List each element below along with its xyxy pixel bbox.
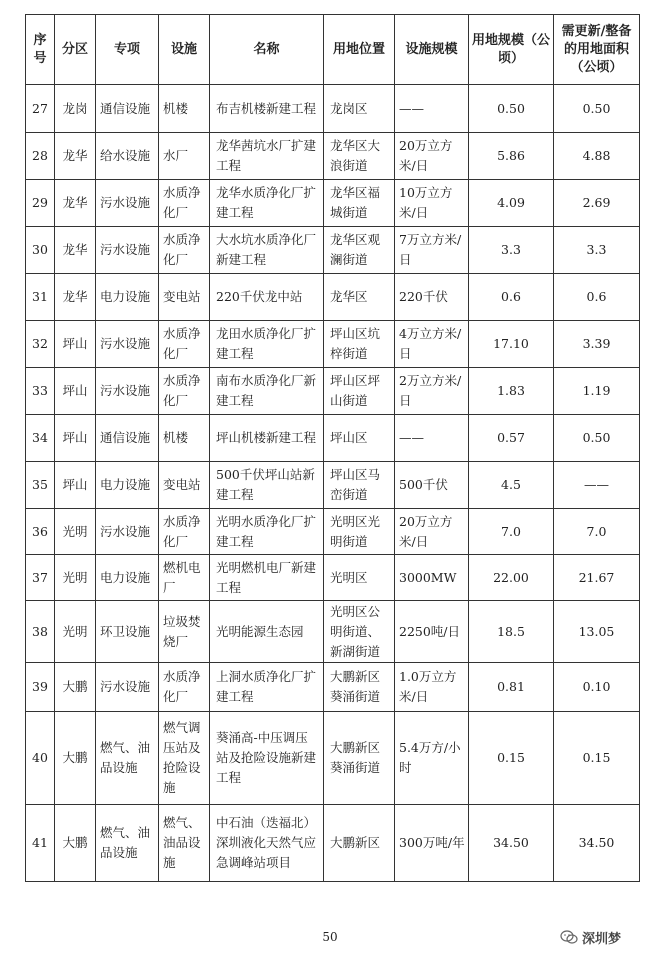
cell-renewal-area: 13.05 [554,601,640,663]
cell-name: 中石油（迭福北）深圳液化天然气应急调峰站项目 [210,805,324,882]
cell-land-area: 0.15 [469,712,554,805]
cell-category: 污水设施 [96,180,159,227]
cell-name: 龙华水质净化厂扩建工程 [210,180,324,227]
cell-category: 污水设施 [96,663,159,712]
watermark [560,928,621,947]
cell-category: 电力设施 [96,274,159,321]
cell-scale: —— [395,85,469,133]
table-row [26,133,640,180]
cell-location: 大鹏新区葵涌街道 [324,663,395,712]
cell-facility: 燃气调压站及抢险设施 [159,712,210,805]
cell-renewal-area: 3.3 [554,227,640,274]
cell-name: 光明燃机电厂新建工程 [210,555,324,601]
cell-scale: 4万立方米/日 [395,321,469,368]
cell-name: 光明水质净化厂扩建工程 [210,509,324,555]
cell-facility: 水质净化厂 [159,227,210,274]
cell-land-area: 0.81 [469,663,554,712]
cell-location: 龙岗区 [324,85,395,133]
cell-land-area: 34.50 [469,805,554,882]
cell-district: 大鹏 [55,805,96,882]
cell-location: 光明区公明街道、新湖街道 [324,601,395,663]
cell-category: 污水设施 [96,509,159,555]
cell-name: 布吉机楼新建工程 [210,85,324,133]
header-cell: 专项 [96,15,159,85]
cell-name: 南布水质净化厂新建工程 [210,368,324,415]
cell-name: 大水坑水质净化厂新建工程 [210,227,324,274]
cell-location: 龙华区大浪街道 [324,133,395,180]
cell-district: 龙华 [55,227,96,274]
table-row [26,712,640,805]
cell-land-area: 5.86 [469,133,554,180]
cell-renewal-area: 4.88 [554,133,640,180]
table-row [26,462,640,509]
cell-scale: 220千伏 [395,274,469,321]
cell-land-area: 0.57 [469,415,554,462]
header-cell: 设施规模 [395,15,469,85]
cell-index: 27 [26,85,55,133]
cell-index: 37 [26,555,55,601]
cell-category: 污水设施 [96,321,159,368]
table-row [26,274,640,321]
cell-index: 38 [26,601,55,663]
cell-location: 坪山区马峦街道 [324,462,395,509]
cell-index: 29 [26,180,55,227]
cell-land-area: 4.09 [469,180,554,227]
cell-land-area: 0.50 [469,85,554,133]
cell-facility: 机楼 [159,85,210,133]
cell-index: 35 [26,462,55,509]
cell-land-area: 0.6 [469,274,554,321]
header-cell: 名称 [210,15,324,85]
cell-district: 龙华 [55,180,96,227]
cell-renewal-area: 7.0 [554,509,640,555]
cell-location: 龙华区福城街道 [324,180,395,227]
cell-scale: 20万立方米/日 [395,133,469,180]
cell-renewal-area: 0.10 [554,663,640,712]
cell-facility: 水质净化厂 [159,509,210,555]
cell-renewal-area: 0.15 [554,712,640,805]
cell-renewal-area: 3.39 [554,321,640,368]
cell-district: 坪山 [55,321,96,368]
cell-land-area: 17.10 [469,321,554,368]
header-row [26,15,640,85]
cell-category: 电力设施 [96,555,159,601]
cell-facility: 水厂 [159,133,210,180]
cell-location: 光明区光明街道 [324,509,395,555]
cell-location: 龙华区观澜街道 [324,227,395,274]
cell-location: 光明区 [324,555,395,601]
cell-renewal-area: 2.69 [554,180,640,227]
cell-scale: 20万立方米/日 [395,509,469,555]
header-cell: 序号 [26,15,55,85]
cell-name: 龙田水质净化厂扩建工程 [210,321,324,368]
cell-index: 36 [26,509,55,555]
cell-scale: —— [395,415,469,462]
cell-renewal-area: 0.50 [554,415,640,462]
cell-renewal-area: 34.50 [554,805,640,882]
table-row [26,321,640,368]
cell-facility: 水质净化厂 [159,663,210,712]
cell-facility: 变电站 [159,274,210,321]
cell-category: 污水设施 [96,368,159,415]
cell-facility: 垃圾焚烧厂 [159,601,210,663]
cell-category: 通信设施 [96,415,159,462]
cell-location: 坪山区坪山街道 [324,368,395,415]
cell-district: 大鹏 [55,712,96,805]
cell-scale: 7万立方米/日 [395,227,469,274]
cell-facility: 燃气、油品设施 [159,805,210,882]
table-row [26,180,640,227]
table-row [26,227,640,274]
cell-name: 葵涌高-中压调压站及抢险设施新建工程 [210,712,324,805]
table-row [26,663,640,712]
header-cell: 用地规模（公顷） [469,15,554,85]
cell-district: 坪山 [55,462,96,509]
cell-district: 光明 [55,601,96,663]
cell-district: 龙岗 [55,85,96,133]
watermark-text: 深圳梦 [582,932,622,947]
cell-scale: 2250吨/日 [395,601,469,663]
cell-scale: 3000MW [395,555,469,601]
cell-category: 给水设施 [96,133,159,180]
header-cell: 设施 [159,15,210,85]
cell-land-area: 7.0 [469,509,554,555]
wechat-icon [560,930,578,945]
cell-index: 32 [26,321,55,368]
cell-name: 龙华茜坑水厂扩建工程 [210,133,324,180]
header-cell: 分区 [55,15,96,85]
cell-location: 坪山区 [324,415,395,462]
cell-land-area: 3.3 [469,227,554,274]
cell-land-area: 1.83 [469,368,554,415]
table-row [26,368,640,415]
cell-district: 大鹏 [55,663,96,712]
cell-land-area: 4.5 [469,462,554,509]
cell-category: 环卫设施 [96,601,159,663]
cell-district: 光明 [55,555,96,601]
cell-scale: 500千伏 [395,462,469,509]
cell-index: 33 [26,368,55,415]
cell-facility: 变电站 [159,462,210,509]
cell-renewal-area: 0.50 [554,85,640,133]
cell-index: 41 [26,805,55,882]
cell-index: 31 [26,274,55,321]
table-row [26,555,640,601]
header-cell: 需更新/整备的用地面积（公顷） [554,15,640,85]
table-row [26,415,640,462]
cell-location: 大鹏新区 [324,805,395,882]
cell-category: 燃气、油品设施 [96,712,159,805]
cell-district: 龙华 [55,133,96,180]
cell-index: 28 [26,133,55,180]
cell-scale: 10万立方米/日 [395,180,469,227]
cell-index: 40 [26,712,55,805]
cell-location: 龙华区 [324,274,395,321]
cell-land-area: 22.00 [469,555,554,601]
cell-facility: 机楼 [159,415,210,462]
cell-scale: 300万吨/年 [395,805,469,882]
page-number: 50 [322,930,338,944]
facility-table [25,14,640,882]
cell-index: 39 [26,663,55,712]
cell-name: 上洞水质净化厂扩建工程 [210,663,324,712]
cell-scale: 1.0万立方米/日 [395,663,469,712]
cell-renewal-area: 1.19 [554,368,640,415]
cell-district: 坪山 [55,368,96,415]
cell-scale: 2万立方米/日 [395,368,469,415]
cell-name: 220千伏龙中站 [210,274,324,321]
cell-location: 坪山区坑梓街道 [324,321,395,368]
table-row [26,85,640,133]
cell-name: 500千伏坪山站新建工程 [210,462,324,509]
header-cell: 用地位置 [324,15,395,85]
table-row [26,509,640,555]
cell-category: 通信设施 [96,85,159,133]
cell-facility: 水质净化厂 [159,368,210,415]
cell-facility: 水质净化厂 [159,321,210,368]
cell-index: 30 [26,227,55,274]
cell-facility: 水质净化厂 [159,180,210,227]
cell-category: 电力设施 [96,462,159,509]
cell-name: 光明能源生态园 [210,601,324,663]
cell-renewal-area: —— [554,462,640,509]
cell-land-area: 18.5 [469,601,554,663]
cell-name: 坪山机楼新建工程 [210,415,324,462]
table-row [26,601,640,663]
cell-renewal-area: 0.6 [554,274,640,321]
cell-index: 34 [26,415,55,462]
cell-category: 燃气、油品设施 [96,805,159,882]
cell-scale: 5.4万方/小时 [395,712,469,805]
cell-district: 龙华 [55,274,96,321]
cell-district: 光明 [55,509,96,555]
cell-facility: 燃机电厂 [159,555,210,601]
table-row [26,805,640,882]
cell-district: 坪山 [55,415,96,462]
cell-category: 污水设施 [96,227,159,274]
cell-location: 大鹏新区葵涌街道 [324,712,395,805]
cell-renewal-area: 21.67 [554,555,640,601]
